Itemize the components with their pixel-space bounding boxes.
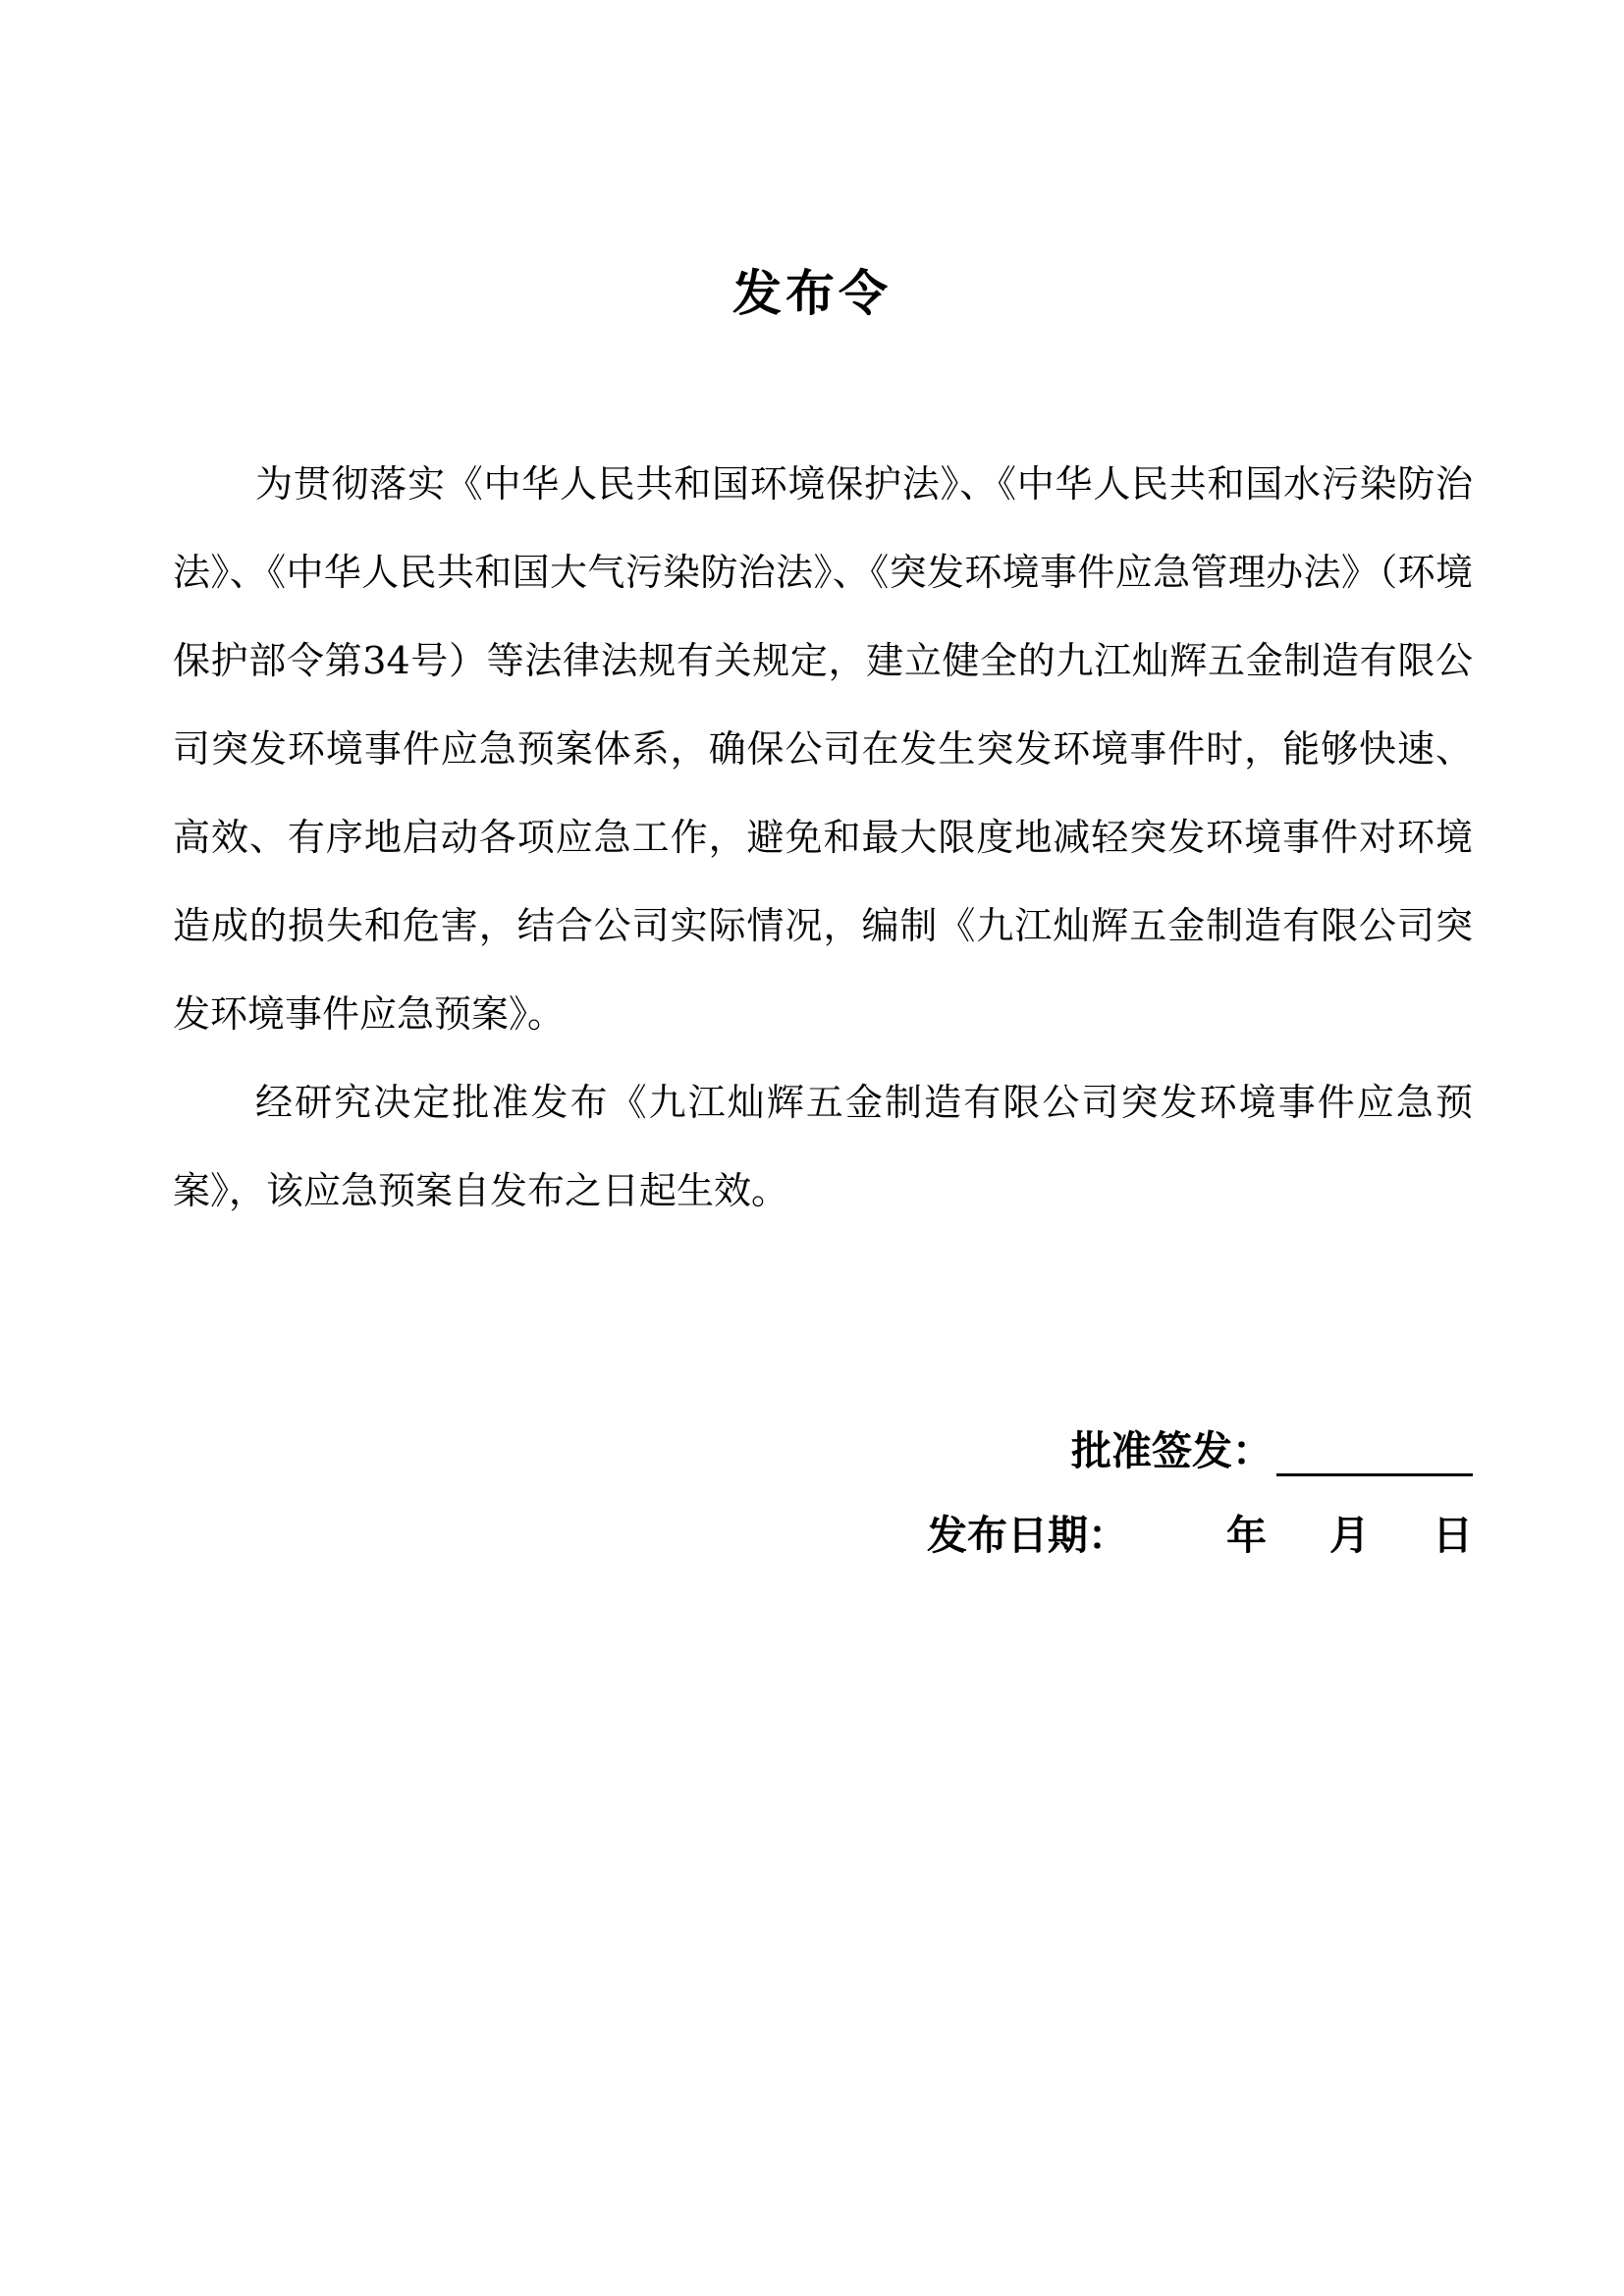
- paragraph-2: 经研究决定批准发布《九江灿辉五金制造有限公司突发环境事件应急预案》，该应急预案自发布之日起生效。: [173, 1081, 1473, 1212]
- page-title: 发布令: [732, 264, 892, 322]
- year-label: 年: [1226, 1512, 1267, 1559]
- signature-line: [1276, 1434, 1473, 1476]
- day-label: 日: [1433, 1512, 1473, 1559]
- release-date-label: 发布日期：: [927, 1512, 1128, 1559]
- month-label: 月: [1329, 1512, 1370, 1559]
- approval-label: 批准签发：: [1071, 1427, 1272, 1474]
- paragraph-1: 为贯彻落实《中华人民共和国环境保护法》、《中华人民共和国水污染防治法》、《中华人民共和国大气污染防治法》、《突发环境事件应急管理办法》（环境保护部令第34号）等法律法规有关规定，建立健全的九江灿辉五金制造有限公司突发环境事件应急预案体系，确保公司在发生突发环境事件时，能够快速、高效、有序地启动各项应急工作，避免和最大限度地减轻突发环境事件对环境造成的损失和危害，结合公司实际情况，编制《九江灿辉五金制造有限公司突发环境事件应急预案》。: [173, 462, 1473, 1036]
- signature-block: [927, 1414, 1473, 1561]
- document-body: [173, 440, 1473, 1235]
- release-date-row: [927, 1498, 1473, 1561]
- approval-row: [927, 1414, 1473, 1476]
